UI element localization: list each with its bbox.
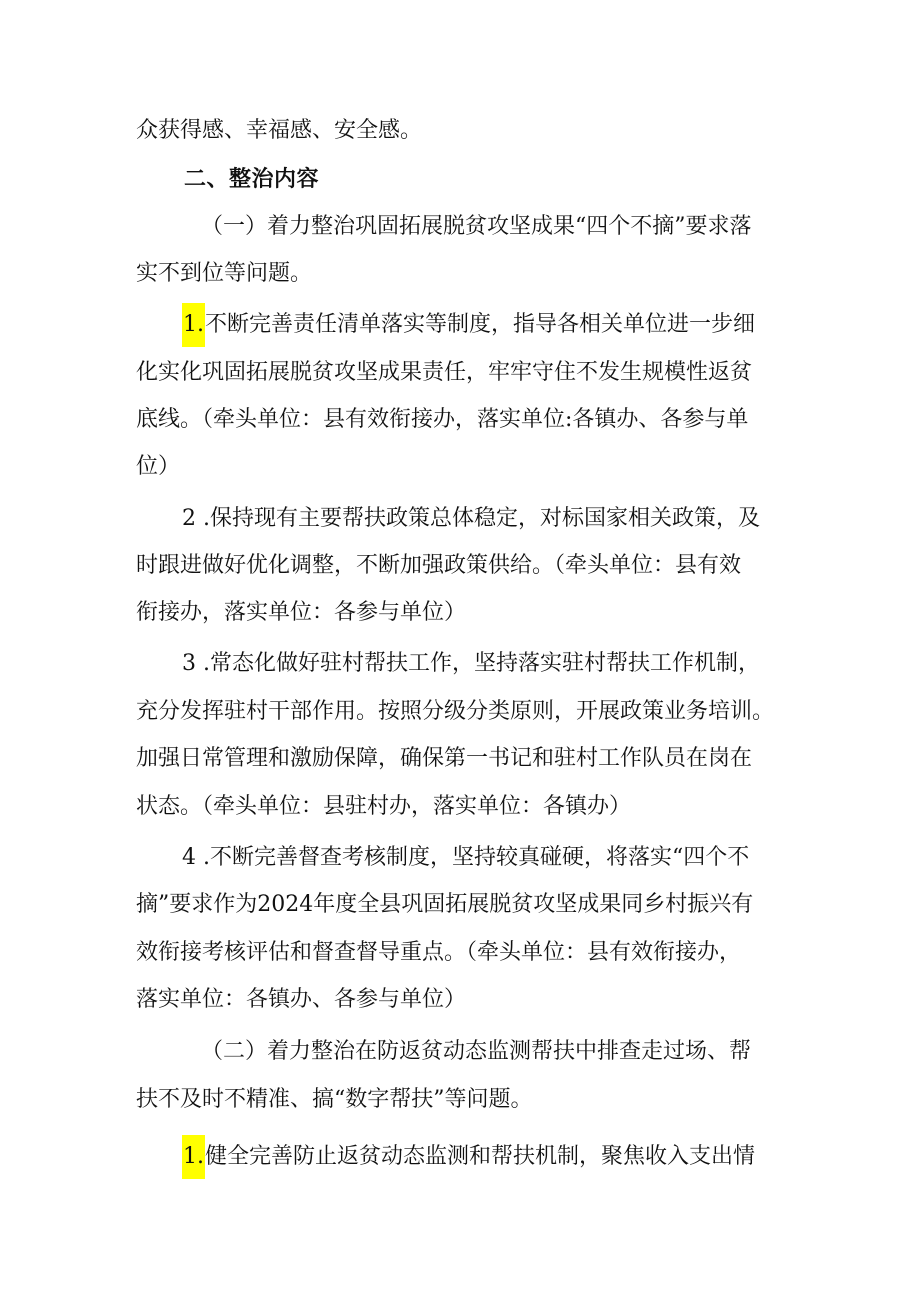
list-item-1b [182,1142,755,1172]
paragraph-line: 化实化巩固拓展脱贫攻坚成果责任，牢牢守住不发生规模性返贫 [136,360,753,385]
subsection-heading: （一）着力整治巩固拓展脱贫攻坚成果“四个不摘”要求落 [201,214,752,239]
subsection-heading-cont: 实不到位等问题。 [136,261,313,286]
paragraph-line: 充分发挥驻村干部作用。按照分级分类原则，开展政策业务培训。 [136,699,775,724]
highlighted-item-number: 1. [182,303,205,347]
paragraph-line: 底线。（牵头单位：县有效衔接办，落实单位:各镇办、各参与单 [136,407,749,432]
list-item-4: 4 .不断完善督查考核制度，坚持较真碰硬，将落实“四个不 [182,845,750,870]
paragraph-line: 众获得感、幸福感、安全感。 [136,118,423,143]
paragraph-line: 时跟进做好优化调整，不断加强政策供给。（牵头单位：县有效 [136,553,742,578]
section-heading: 二、整治内容 [184,166,320,192]
paragraph-line: 落实单位：各镇办、各参与单位） [136,987,467,1012]
list-item-text: 不断完善责任清单落实等制度，指导各相关单位进一步细 [205,312,756,337]
list-item-2: 2 .保持现有主要帮扶政策总体稳定，对标国家相关政策，及 [182,506,760,531]
paragraph-line: 效衔接考核评估和督查督导重点。（牵头单位：县有效衔接办， [136,940,742,965]
subsection-heading: （二）着力整治在防返贫动态监测帮扶中排查走过场、帮 [201,1039,752,1064]
list-item-1 [182,310,755,340]
list-item-text: 健全完善防止返贫动态监测和帮扶机制，聚焦收入支出情 [205,1144,756,1169]
paragraph-line: 衔接办，落实单位：各参与单位） [136,600,467,625]
subsection-heading-cont: 扶不及时不精准、搞“数字帮扶”等问题。 [136,1087,533,1112]
highlighted-item-number: 1. [182,1135,205,1179]
list-item-3: 3 .常态化做好驻村帮扶工作，坚持落实驻村帮扶工作机制， [182,651,760,676]
paragraph-line: 加强日常管理和激励保障，确保第一书记和驻村工作队员在岗在 [136,746,753,771]
paragraph-line: 状态。（牵头单位：县驻村办，落实单位：各镇办） [136,794,632,819]
paragraph-line: 位） [136,454,181,479]
paragraph-line: 摘”要求作为2024年度全县巩固拓展脱贫攻坚成果同乡村振兴有 [136,892,754,917]
